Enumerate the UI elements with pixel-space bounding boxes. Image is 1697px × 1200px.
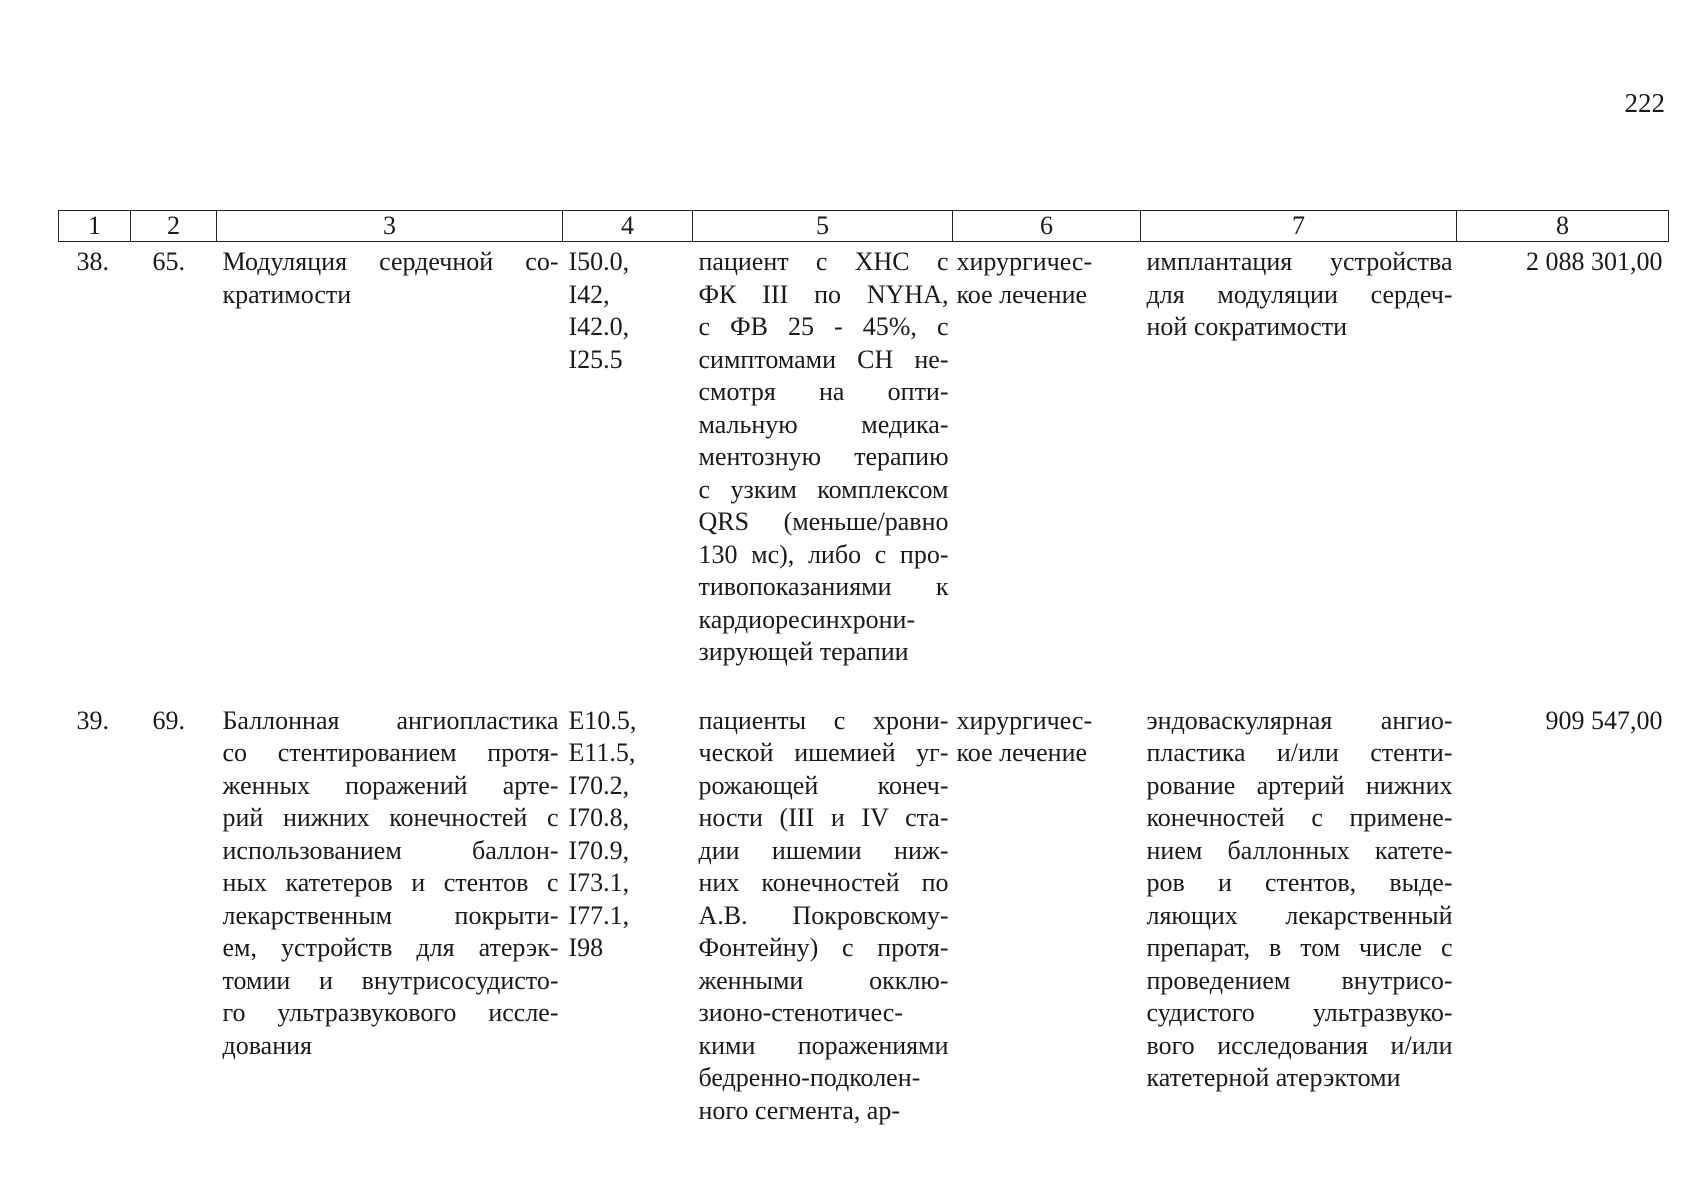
method-line: имплантация устройства <box>1146 247 1453 276</box>
name-line: го ультразвукового иссле- <box>222 998 559 1027</box>
model-line: кими поражениями <box>698 1030 949 1060</box>
method-line: ляющих лекарственный <box>1146 900 1453 930</box>
model-line: зирующей терапии <box>698 637 909 666</box>
column-header-2: 2 <box>131 211 217 242</box>
name-line: Модуляция сердечной со- <box>222 247 559 276</box>
name-line: ем, устройств для атерэк- <box>222 933 559 962</box>
method-line: вого исследования и/или <box>1146 1030 1453 1060</box>
treatment-line: кое лечение <box>956 279 1088 309</box>
row-number: 38. <box>76 247 109 276</box>
treatment-line: хирургичес- <box>956 705 1093 735</box>
method-line: ров и стентов, выде- <box>1146 868 1453 897</box>
name-line: рий нижних конечностей с <box>222 803 559 832</box>
model-line: ного сегмента, ар- <box>698 1095 900 1125</box>
model-line: с узким комплексом <box>698 474 949 504</box>
code-line: E11.5, <box>568 738 636 767</box>
name-line: лекарственным покрыти- <box>222 900 559 930</box>
treatment-line: кое лечение <box>956 738 1088 767</box>
treatment-method <box>1141 242 1457 669</box>
model-line: ментозную терапию <box>698 442 949 471</box>
model-line: симптомами СН не- <box>698 344 949 374</box>
code-line: I42.0, <box>568 312 630 341</box>
model-line: ческой ишемией уг- <box>698 738 949 767</box>
care-type-name <box>217 669 563 1128</box>
treatment-method <box>1141 669 1457 1128</box>
model-line: тивопоказаниями к <box>698 572 949 601</box>
model-line: смотря на опти- <box>698 377 949 406</box>
column-header-4: 4 <box>563 211 693 242</box>
row-number: 39. <box>76 705 109 735</box>
model-line: зионо-стенотичес- <box>698 998 904 1027</box>
name-line: Баллонная ангиопластика <box>222 705 559 735</box>
table-row <box>59 242 1669 669</box>
model-line: Фонтейну) с протя- <box>698 933 949 962</box>
model-line: ности (III и IV ста- <box>698 803 949 832</box>
services-table <box>58 210 1669 1127</box>
model-line: с ФВ 25 - 45%, с <box>698 312 949 341</box>
method-line: для модуляции сердеч- <box>1146 279 1453 309</box>
code-line: I70.2, <box>568 770 630 800</box>
code-line: I70.8, <box>568 803 630 832</box>
model-line: пациенты с хрони- <box>698 705 949 735</box>
group-number: 65. <box>152 247 185 276</box>
name-line: кратимости <box>222 279 352 309</box>
treatment-type <box>953 669 1141 1128</box>
table-row <box>59 669 1669 1128</box>
column-header-8: 8 <box>1457 211 1669 242</box>
model-line: ФК III по NYHA, <box>698 279 949 309</box>
column-header-7: 7 <box>1141 211 1457 242</box>
code-line: I25.5 <box>568 344 623 374</box>
code-line: I77.1, <box>568 900 630 930</box>
name-line: ных катетеров и стентов с <box>222 868 559 897</box>
code-line: I70.9, <box>568 835 630 865</box>
name-line: томии и внутрисосудисто- <box>222 965 559 995</box>
model-line: А.В. Покровскому- <box>698 900 949 930</box>
model-line: бедренно-подколен- <box>698 1063 921 1092</box>
group-number: 69. <box>152 705 185 735</box>
model-line: QRS (меньше/равно <box>698 507 949 536</box>
column-header-6: 6 <box>953 211 1141 242</box>
price: 2 088 301,00 <box>1526 247 1663 276</box>
column-header-5: 5 <box>693 211 953 242</box>
model-line: 130 мс), либо с про- <box>698 539 949 569</box>
method-line: проведением внутрисо- <box>1146 965 1453 995</box>
table-header-row <box>59 211 1669 242</box>
column-header-1: 1 <box>59 211 131 242</box>
model-line: дии ишемии ниж- <box>698 835 949 865</box>
code-line: I98 <box>568 933 604 962</box>
icd-codes <box>563 242 693 669</box>
method-line: препарат, в том числе с <box>1146 933 1453 962</box>
method-line: пластика и/или стенти- <box>1146 738 1453 767</box>
patient-model <box>693 242 953 669</box>
model-line: мальную медика- <box>698 409 949 439</box>
page-number: 222 <box>1624 88 1665 118</box>
method-line: нием баллонных катете- <box>1146 835 1453 865</box>
method-line: судистого ультразвуко- <box>1146 998 1453 1027</box>
care-type-name <box>217 242 563 669</box>
method-line: эндоваскулярная ангио- <box>1146 705 1453 735</box>
name-line: дования <box>222 1030 312 1060</box>
name-line: использованием баллон- <box>222 835 559 865</box>
name-line: со стентированием протя- <box>222 738 559 767</box>
code-line: E10.5, <box>568 705 637 735</box>
model-line: пациент с ХНС с <box>698 247 949 276</box>
patient-model <box>693 669 953 1128</box>
method-line: катетерной атерэктоми <box>1146 1063 1401 1092</box>
name-line: женных поражений арте- <box>222 770 559 800</box>
code-line: I50.0, <box>568 247 630 276</box>
model-line: них конечностей по <box>698 868 949 897</box>
treatment-type <box>953 242 1141 669</box>
model-line: женными окклю- <box>698 965 949 995</box>
column-header-3: 3 <box>217 211 563 242</box>
method-line: конечностей с примене- <box>1146 803 1453 832</box>
method-line: ной сократимости <box>1146 312 1348 341</box>
treatment-line: хирургичес- <box>956 247 1093 276</box>
icd-codes <box>563 669 693 1128</box>
model-line: кардиоресинхрони- <box>698 604 916 634</box>
code-line: I73.1, <box>568 868 630 897</box>
code-line: I42, <box>568 279 610 309</box>
method-line: рование артерий нижних <box>1146 770 1453 800</box>
price: 909 547,00 <box>1545 705 1663 735</box>
model-line: рожающей конеч- <box>698 770 949 800</box>
